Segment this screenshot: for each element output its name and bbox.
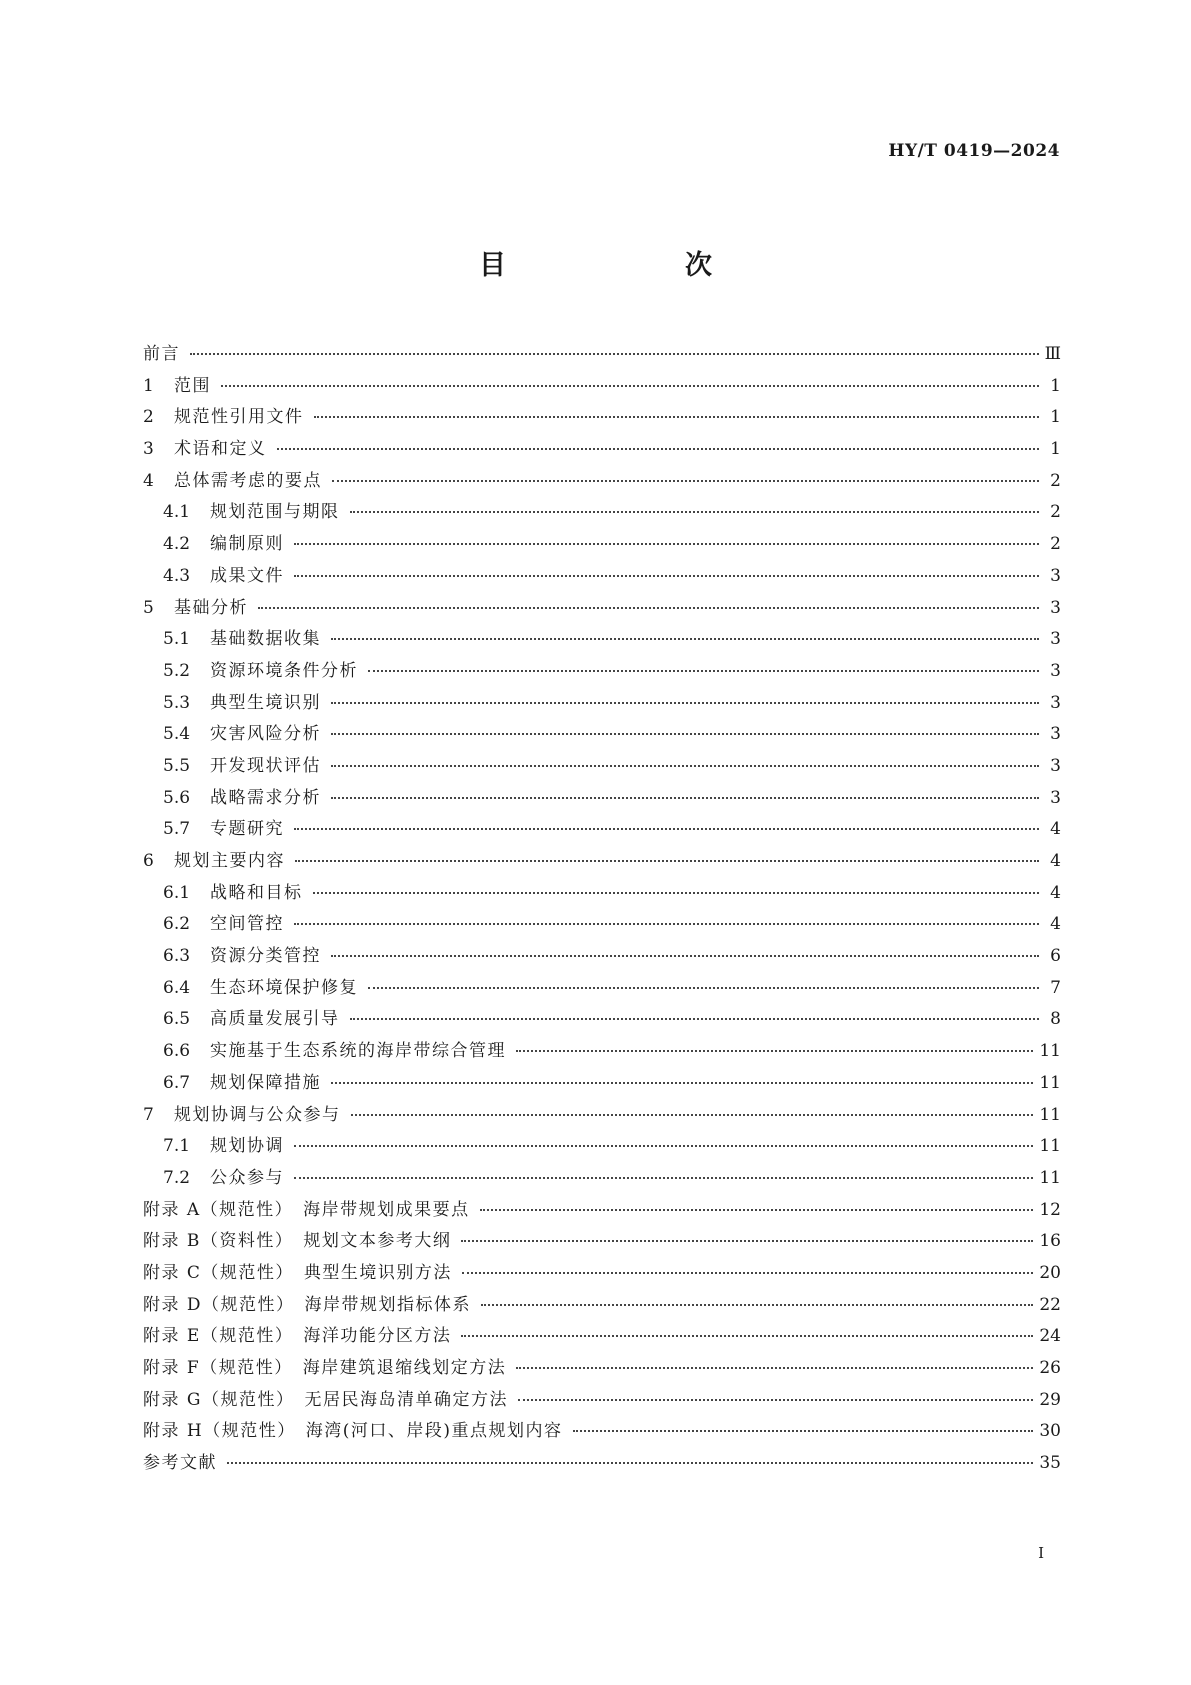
toc-entry-page: 4 — [1050, 882, 1061, 903]
toc-entry-page: 35 — [1039, 1453, 1061, 1474]
toc-entry[interactable] — [143, 656, 1061, 688]
toc-entry[interactable] — [143, 561, 1061, 593]
toc-entry-label: 专题研究 — [210, 819, 284, 840]
toc-entry[interactable] — [143, 593, 1061, 625]
toc-entry-page: 29 — [1039, 1389, 1061, 1410]
toc-entry-label: 规划保障措施 — [210, 1072, 321, 1093]
toc-entry-number: 7 — [143, 1104, 154, 1125]
toc-entry-number: 4.2 — [163, 534, 191, 555]
toc-entry-page: 3 — [1050, 787, 1061, 808]
toc-entry[interactable] — [143, 1290, 1061, 1322]
dot-leader — [480, 1209, 1034, 1211]
toc-entry[interactable] — [143, 751, 1061, 783]
dot-leader — [461, 1335, 1033, 1337]
toc-entry-label: 典型生境识别 — [210, 692, 321, 713]
toc-entry-label: 公众参与 — [210, 1167, 284, 1188]
dot-leader — [351, 1114, 1034, 1116]
toc-entry[interactable] — [143, 497, 1061, 529]
dot-leader — [331, 955, 1039, 957]
toc-entry[interactable] — [143, 1385, 1061, 1417]
toc-entry-number: 5.2 — [163, 660, 191, 681]
toc-entry[interactable] — [143, 624, 1061, 656]
toc-entry[interactable] — [143, 1068, 1061, 1100]
toc-entry[interactable] — [143, 814, 1061, 846]
toc-entry-label: 术语和定义 — [174, 439, 267, 460]
toc-entry-page: 20 — [1039, 1262, 1061, 1283]
toc-entry-number: 7.1 — [163, 1136, 191, 1157]
toc-entry-number: 6.2 — [163, 914, 191, 935]
toc-entry-label: 战略需求分析 — [210, 787, 321, 808]
toc-entry[interactable] — [143, 1448, 1061, 1480]
toc-entry-page: 11 — [1039, 1136, 1061, 1157]
dot-leader — [294, 575, 1039, 577]
toc-entry-number: 4.3 — [163, 565, 191, 586]
toc-entry-label: 规划范围与期限 — [210, 502, 340, 523]
toc-entry[interactable] — [143, 1416, 1061, 1448]
toc-entry-page: 26 — [1039, 1358, 1061, 1378]
toc-entry-page: 3 — [1050, 597, 1061, 618]
toc-entry[interactable] — [143, 1321, 1061, 1353]
toc-entry-label: 附录 H（规范性） 海湾(河口、岸段)重点规划内容 — [143, 1421, 563, 1442]
dot-leader — [331, 638, 1039, 640]
toc-entry-label: 资源分类管控 — [210, 946, 321, 967]
toc-entry-page: 12 — [1039, 1199, 1061, 1220]
dot-leader — [516, 1050, 1033, 1052]
toc-entry-number: 3 — [143, 439, 154, 460]
toc-entry-label: 编制原则 — [210, 534, 284, 555]
dot-leader — [332, 480, 1039, 482]
toc-entry-number: 5.1 — [163, 629, 191, 650]
toc-entry[interactable] — [143, 688, 1061, 720]
dot-leader — [331, 765, 1039, 767]
dot-leader — [461, 1240, 1033, 1242]
toc-entry-page: 11 — [1039, 1104, 1061, 1125]
dot-leader — [295, 860, 1039, 862]
toc-entry-page: 1 — [1050, 439, 1061, 460]
toc-entry[interactable] — [143, 941, 1061, 973]
dot-leader — [331, 733, 1039, 735]
dot-leader — [294, 1145, 1033, 1147]
toc-entry-page: 4 — [1050, 819, 1061, 840]
toc-entry-page: 3 — [1050, 565, 1061, 586]
standard-number: HY/T 0419—2024 — [888, 141, 1060, 161]
dot-leader — [331, 1082, 1033, 1084]
toc-entry[interactable] — [143, 783, 1061, 815]
dot-leader — [313, 892, 1040, 894]
dot-leader — [350, 511, 1040, 513]
toc-entry-label: 附录 B（资料性） 规划文本参考大纲 — [143, 1231, 452, 1252]
toc-entry-number: 5.4 — [163, 724, 191, 745]
dot-leader — [258, 607, 1039, 609]
toc-entry-number: 6.4 — [163, 977, 191, 998]
toc-entry[interactable] — [143, 1036, 1061, 1068]
toc-entry-label: 规划协调 — [210, 1136, 284, 1157]
toc-entry-page: 3 — [1050, 692, 1061, 713]
toc-entry-number: 6.1 — [163, 882, 191, 903]
toc-title: 目 次 — [479, 250, 788, 281]
toc-entry[interactable] — [143, 878, 1061, 910]
toc-entry[interactable] — [143, 909, 1061, 941]
toc-entry-label: 灾害风险分析 — [210, 724, 321, 745]
dot-leader — [462, 1272, 1033, 1274]
toc-entry-label: 成果文件 — [210, 565, 284, 586]
toc-entry-page: 11 — [1039, 1167, 1061, 1188]
toc-entry-label: 附录 E（规范性） 海洋功能分区方法 — [143, 1326, 452, 1347]
toc-entry[interactable] — [143, 719, 1061, 751]
toc-entry-label: 空间管控 — [210, 914, 284, 935]
dot-leader — [331, 797, 1039, 799]
toc-entry[interactable] — [143, 1258, 1061, 1290]
toc-entry-page: 22 — [1039, 1294, 1061, 1315]
toc-entry-label: 开发现状评估 — [210, 755, 321, 776]
dot-leader — [294, 1177, 1033, 1179]
page-number: I — [1038, 1544, 1044, 1562]
toc-entry[interactable] — [143, 973, 1061, 1005]
toc-entry-number: 5.3 — [163, 692, 191, 713]
toc-entry-label: 范围 — [174, 375, 211, 396]
toc-entry-page: 2 — [1050, 502, 1061, 523]
toc-entry-page: 16 — [1039, 1231, 1061, 1252]
toc-entry-label: 规划主要内容 — [174, 851, 285, 871]
toc-entry-label: 基础分析 — [174, 597, 248, 618]
toc-entry-number: 6.6 — [163, 1041, 191, 1062]
dot-leader — [294, 828, 1039, 830]
dot-leader — [294, 543, 1039, 545]
toc-entry[interactable] — [143, 1195, 1061, 1227]
toc-entry-number: 4.1 — [163, 502, 191, 523]
dot-leader — [516, 1367, 1033, 1369]
toc-entry-label: 附录 C（规范性） 典型生境识别方法 — [143, 1262, 452, 1283]
toc-entry[interactable] — [143, 529, 1061, 561]
toc-entry-page: 11 — [1039, 1041, 1061, 1062]
toc-entry-page: 3 — [1050, 629, 1061, 650]
toc-entry-number: 6.5 — [163, 1009, 191, 1030]
toc-entry[interactable] — [143, 434, 1061, 466]
toc-entry-number: 7.2 — [163, 1167, 191, 1188]
dot-leader — [368, 987, 1039, 989]
toc-entry-page: Ⅲ — [1044, 344, 1061, 364]
toc-entry-page: 2 — [1050, 470, 1061, 491]
dot-leader — [368, 670, 1039, 672]
toc-entry-number: 5.6 — [163, 787, 191, 808]
dot-leader — [221, 385, 1039, 387]
toc-entry-label: 资源环境条件分析 — [210, 660, 358, 681]
dot-leader — [350, 1018, 1040, 1020]
toc-entry-page: 2 — [1050, 534, 1061, 555]
toc-entry-label: 前言 — [143, 344, 180, 364]
toc-entry-label: 高质量发展引导 — [210, 1009, 340, 1030]
toc-entry-label: 参考文献 — [143, 1453, 217, 1474]
toc-entry-page: 1 — [1050, 375, 1061, 396]
toc-entry[interactable] — [143, 1226, 1061, 1258]
toc-entry-page: 7 — [1050, 977, 1061, 998]
dot-leader — [227, 1462, 1033, 1464]
toc-entry-page: 3 — [1050, 724, 1061, 745]
toc-entry-page: 30 — [1039, 1421, 1061, 1442]
toc-entry-page: 6 — [1050, 946, 1061, 967]
dot-leader — [277, 448, 1040, 450]
toc-entry[interactable] — [143, 339, 1061, 371]
toc-entry-label: 实施基于生态系统的海岸带综合管理 — [210, 1041, 506, 1062]
toc-entry-number: 6.3 — [163, 946, 191, 967]
toc-entry-label: 战略和目标 — [210, 882, 303, 903]
toc-entry[interactable] — [143, 1131, 1061, 1163]
dot-leader — [190, 353, 1039, 355]
dot-leader — [518, 1399, 1033, 1401]
toc-entry-label: 附录 A（规范性） 海岸带规划成果要点 — [143, 1199, 470, 1220]
toc-entry-page: 4 — [1050, 914, 1061, 935]
toc-entry-page: 8 — [1050, 1009, 1061, 1030]
toc-entry-page: 4 — [1050, 851, 1061, 871]
toc-entry-label: 规划协调与公众参与 — [174, 1104, 341, 1125]
toc-entry-page: 1 — [1050, 407, 1061, 428]
toc-entry-label: 生态环境保护修复 — [210, 977, 358, 998]
toc-entry[interactable] — [143, 846, 1061, 878]
dot-leader — [314, 416, 1040, 418]
dot-leader — [331, 702, 1039, 704]
toc-entry-number: 5.7 — [163, 819, 191, 840]
toc-entry-label: 基础数据收集 — [210, 629, 321, 650]
dot-leader — [573, 1430, 1034, 1432]
toc-entry-page: 3 — [1050, 755, 1061, 776]
toc-entry-label: 规范性引用文件 — [174, 407, 304, 428]
toc-entry-number: 6.7 — [163, 1072, 191, 1093]
toc-entry[interactable] — [143, 1100, 1061, 1132]
toc-entry[interactable] — [143, 371, 1061, 403]
toc-entry-number: 5.5 — [163, 755, 191, 776]
toc-entry[interactable] — [143, 1353, 1061, 1385]
table-of-contents — [143, 339, 1061, 1480]
toc-entry-number: 6 — [143, 851, 154, 871]
toc-entry-number: 2 — [143, 407, 154, 428]
toc-entry-label: 附录 F（规范性） 海岸建筑退缩线划定方法 — [143, 1358, 507, 1378]
toc-entry-page: 3 — [1050, 660, 1061, 681]
toc-entry[interactable] — [143, 1004, 1061, 1036]
toc-entry-number: 1 — [143, 375, 154, 396]
toc-entry-page: 24 — [1039, 1326, 1061, 1347]
toc-entry-label: 总体需考虑的要点 — [174, 470, 322, 491]
toc-entry[interactable] — [143, 466, 1061, 498]
toc-entry-label: 附录 D（规范性） 海岸带规划指标体系 — [143, 1294, 472, 1315]
dot-leader — [294, 923, 1039, 925]
toc-entry-label: 附录 G（规范性） 无居民海岛清单确定方法 — [143, 1389, 508, 1410]
toc-entry[interactable] — [143, 402, 1061, 434]
toc-entry-number: 4 — [143, 470, 154, 491]
toc-entry[interactable] — [143, 1163, 1061, 1195]
dot-leader — [481, 1304, 1033, 1306]
toc-entry-page: 11 — [1039, 1072, 1061, 1093]
toc-entry-number: 5 — [143, 597, 154, 618]
